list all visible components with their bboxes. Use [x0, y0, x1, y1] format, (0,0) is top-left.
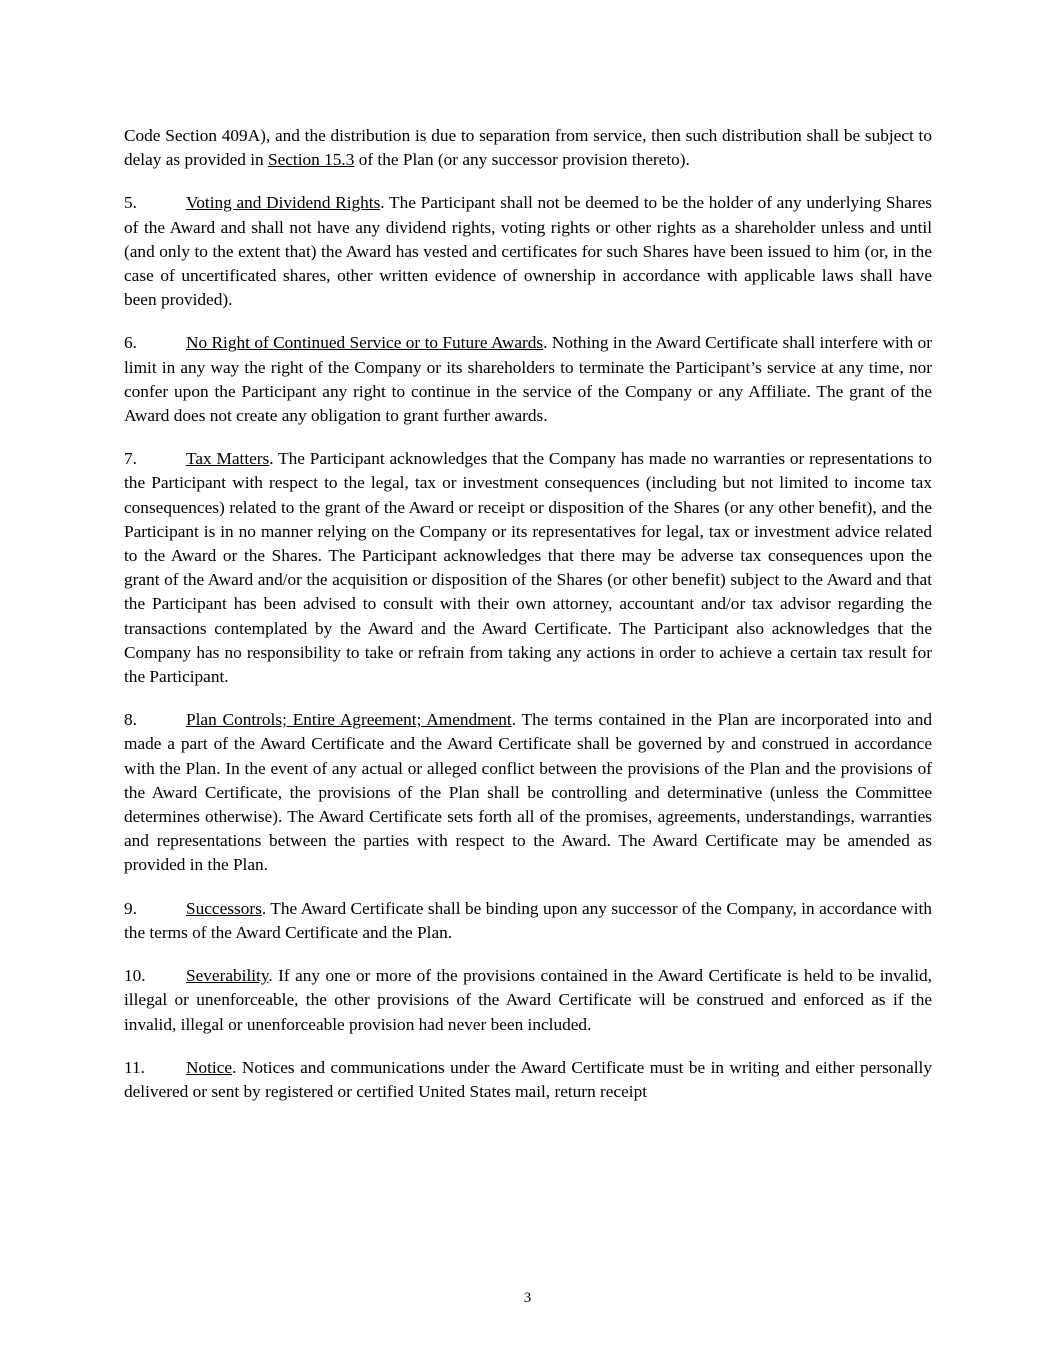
section-paragraph-notice	[124, 1056, 932, 1104]
section-paragraph-tax-matters	[124, 447, 932, 689]
section-number: 11.	[124, 1057, 145, 1077]
section-body: . The Award Certificate shall be binding upon any successor of the Company, in accordance with the terms of the Award Certificate and the Plan.	[124, 898, 932, 942]
section-paragraph-severability	[124, 964, 932, 1037]
section-number: 10.	[124, 966, 146, 986]
section-heading: Plan Controls; Entire Agreement; Amendment	[186, 710, 512, 730]
section-paragraph-successors	[124, 897, 932, 945]
section-body: . The Participant shall not be deemed to be the holder of any underlying Shares of the Award and shall not have any dividend rights, voting rights or other rights as a shareholder unless and until (and only to the extent that) the Award has vested and certificates for such Shares have been issued to him (or, in the case of uncertificated shares, other written evidence of ownership in accordance with applicable laws shall have been provided).	[124, 193, 932, 310]
continuation-paragraph	[124, 124, 932, 172]
section-heading: Tax Matters	[186, 449, 270, 469]
section-body: . The terms contained in the Plan are incorporated into and made a part of the Award Certificate and the Award Certificate shall be governed by and construed in accordance with the Plan. In the event of any actual or alleged conflict between the provisions of the Plan and the provisions of the Award Certificate, the provisions of the Plan shall be controlling and determinative (unless the Committee determines otherwise). The Award Certificate sets forth all of the promises, agreements, understandings, warranties and representations between the parties with respect to the Award. The Award Certificate may be amended as provided in the Plan.	[124, 710, 932, 875]
section-number: 7.	[124, 449, 137, 469]
section-body: . If any one or more of the provisions contained in the Award Certificate is held to be invalid, illegal or unenforceable, the other provisions of the Award Certificate will be construed and enforced as if the invalid, illegal or unenforceable provision had never been included.	[124, 966, 932, 1034]
section-heading: Severability	[186, 966, 269, 986]
section-number: 8.	[124, 710, 137, 730]
section-paragraph-plan-controls	[124, 708, 932, 877]
section-number: 9.	[124, 898, 137, 918]
section-body: . The Participant acknowledges that the Company has made no warranties or representations to the Participant with respect to the legal, tax or investment consequences (including but not limited to income tax consequences) related to the grant of the Award or receipt or disposition of the Shares (or any other benefit), and the Participant is in no manner relying on the Company or its representatives for legal, tax or investment advice related to the Award or the Shares. The Participant acknowledges that there may be adverse tax consequences upon the grant of the Award and/or the acquisition or disposition of the Shares (or other benefit) subject to the Award and that the Participant has been advised to consult with their own attorney, accountant and/or tax advisor regarding the transactions contemplated by the Award and the Award Certificate. The Participant also acknowledges that the Company has no responsibility to take or refrain from taking any actions in order to achieve a certain tax result for the Participant.	[124, 449, 932, 687]
page-number: 3	[523, 1290, 532, 1306]
section-number: 5.	[124, 193, 137, 213]
continuation-text-before: Code Section 409A), and the distribution is due to separation from service, then such distribution shall be subject to delay as provided in	[124, 126, 932, 170]
section-heading: Notice	[186, 1057, 233, 1077]
document-body	[124, 124, 932, 1104]
section-paragraph-no-right-continued-service	[124, 331, 932, 428]
continuation-text-after: of the Plan (or any successor provision thereto).	[354, 150, 690, 170]
section-heading: Successors	[186, 898, 262, 918]
section-body: . Notices and communications under the Award Certificate must be in writing and either personally delivered or sent by registered or certified United States mail, return receipt	[124, 1057, 932, 1101]
section-body: . Nothing in the Award Certificate shall interfere with or limit in any way the right of the Company or its shareholders to terminate the Participant’s service at any time, nor confer upon the Participant any right to continue in the service of the Company or any Affiliate. The grant of the Award does not create any obligation to grant further awards.	[124, 333, 932, 426]
section-heading: No Right of Continued Service or to Future Awards	[186, 333, 544, 353]
section-15-3-reference: Section 15.3	[267, 150, 355, 170]
section-number: 6.	[124, 333, 137, 353]
section-heading: Voting and Dividend Rights	[186, 193, 381, 213]
section-paragraph-voting-dividend-rights	[124, 191, 932, 312]
